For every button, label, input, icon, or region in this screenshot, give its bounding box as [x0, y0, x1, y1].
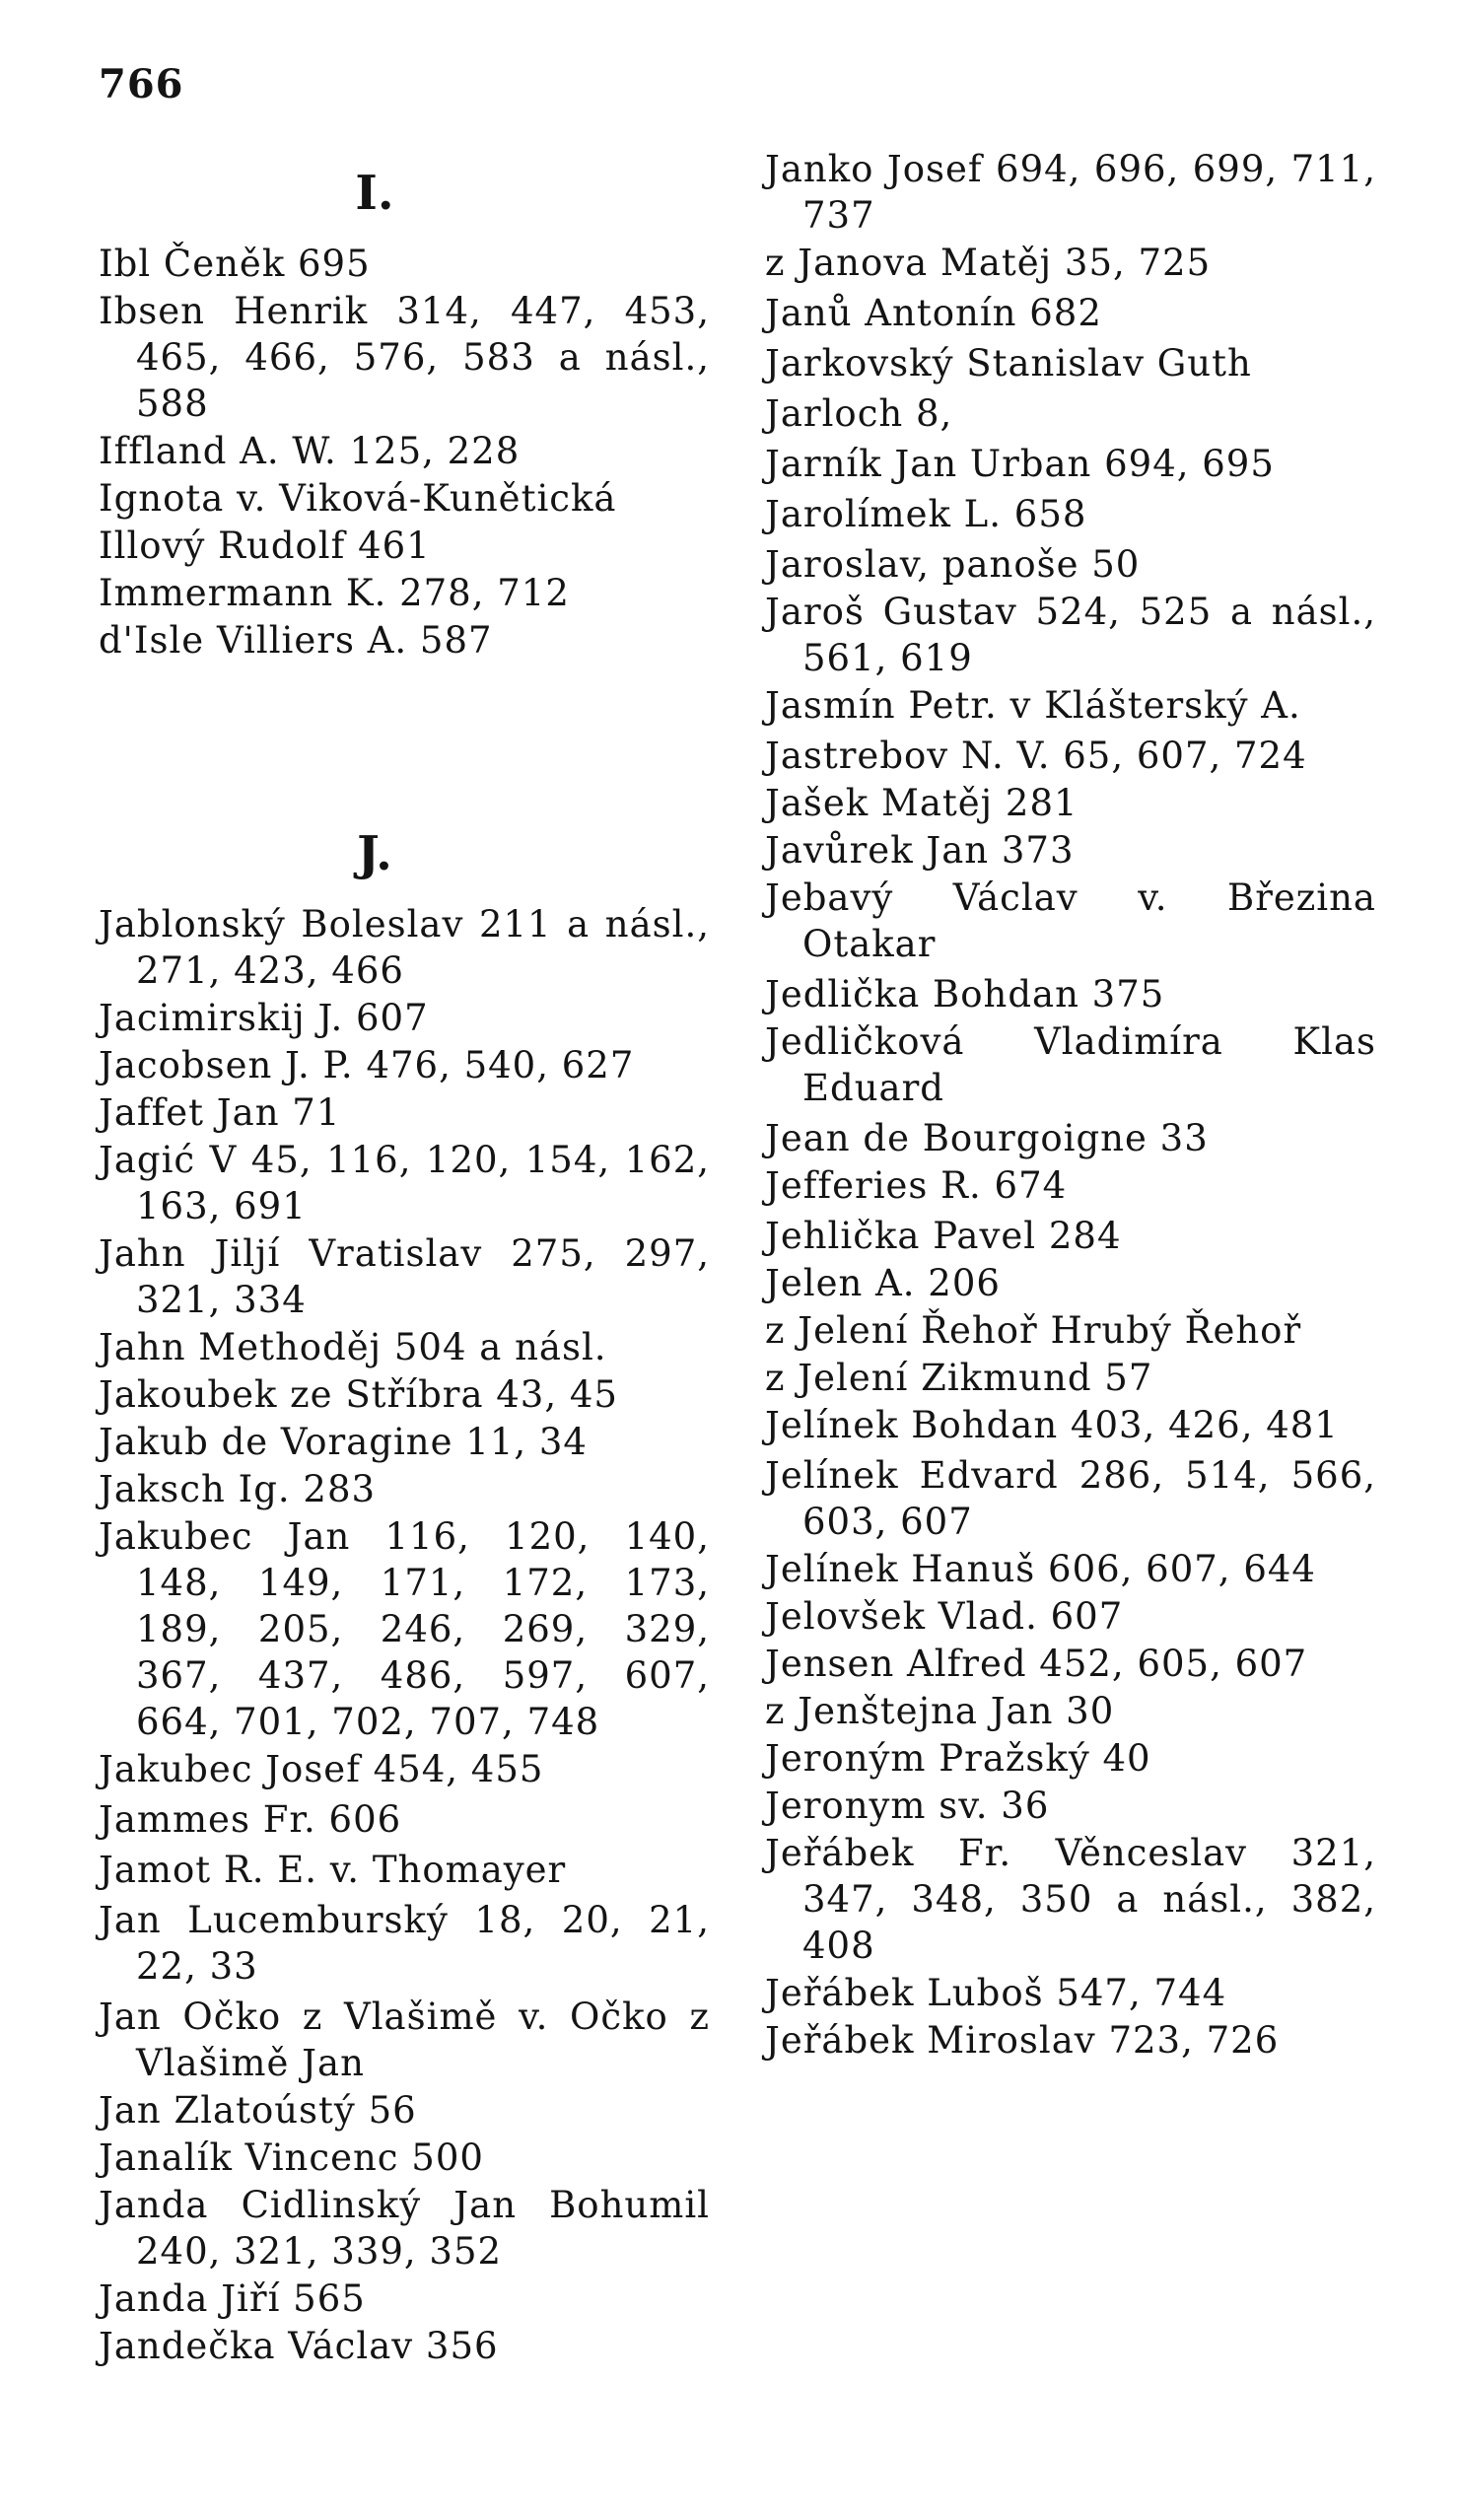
index-entry: Jacimirskij J. 607 — [99, 997, 429, 1039]
index-entry: Janalík Vincenc 500 — [99, 2136, 484, 2179]
index-entry: Jeřábek Fr. Věnceslav 321, 347, 348, 350 a násl., 382, 408 — [765, 1832, 1376, 1967]
index-entry: Jandečka Václav 356 — [99, 2325, 499, 2367]
index-entry: Jamot R. E. v. Thomayer — [99, 1849, 567, 1891]
index-entry: Jahn Jiljí Vratislav 275, 297, 321, 334 — [99, 1232, 710, 1321]
index-entry: Janko Josef 694, 696, 699, 711, 737 — [765, 148, 1376, 237]
index-entry: Jarloch 8, — [765, 392, 953, 435]
index-entry: Jan Lucemburský 18, 20, 21, 22, 33 — [99, 1899, 710, 1988]
index-entry: Janda Jiří 565 — [99, 2277, 366, 2320]
index-entry: Jakoubek ze Stříbra 43, 45 — [99, 1373, 618, 1416]
index-entry: Jacobsen J. P. 476, 540, 627 — [99, 1044, 635, 1086]
index-entry: Jeřábek Luboš 547, 744 — [765, 1972, 1227, 2014]
index-entry: Jelovšek Vlad. 607 — [765, 1595, 1124, 1638]
index-entry: Jaksch Ig. 283 — [99, 1468, 377, 1510]
index-entry: Ignota v. Viková-Kunětická — [99, 477, 617, 520]
index-entry: Jelínek Bohdan 403, 426, 481 — [765, 1404, 1339, 1446]
index-entry: Jan Zlatoústý 56 — [99, 2089, 417, 2132]
index-entry: Iffland A. W. 125, 228 — [99, 430, 521, 472]
index-entry: Jean de Bourgoigne 33 — [765, 1117, 1209, 1159]
index-entry: Jasmín Petr. v Klášterský A. — [765, 684, 1301, 727]
section-heading-i: I. — [355, 166, 394, 221]
index-entry: Jehlička Pavel 284 — [765, 1215, 1122, 1257]
index-entry: z Janova Matěj 35, 725 — [765, 242, 1212, 284]
index-entry: Jelínek Edvard 286, 514, 566, 603, 607 — [765, 1454, 1376, 1543]
index-entry: Jagić V 45, 116, 120, 154, 162, 163, 691 — [99, 1139, 710, 1227]
index-entry: Jašek Matěj 281 — [765, 782, 1078, 824]
index-entry: Ibsen Henrik 314, 447, 453, 465, 466, 576, 583 a násl., 588 — [99, 290, 710, 425]
index-entry: Jarolímek L. 658 — [765, 493, 1087, 535]
index-entry: Jaroslav, panoše 50 — [765, 543, 1141, 586]
index-entry: Jedličková Vladimíra Klas Eduard — [765, 1020, 1376, 1109]
index-entry: Jahn Methoděj 504 a násl. — [99, 1326, 607, 1368]
page-number: 766 — [99, 61, 184, 107]
index-entry: Janda Cidlinský Jan Bohumil 240, 321, 339, 352 — [99, 2184, 710, 2273]
index-entry: Jakubec Jan 116, 120, 140, 148, 149, 171, 172, 173, 189, 205, 246, 269, 329, 367, 437, 486, 597, 607, 664, 701, 702, 707, 748 — [99, 1515, 710, 1743]
index-entry: Jaffet Jan 71 — [99, 1091, 341, 1134]
index-entry: Jeřábek Miroslav 723, 726 — [765, 2019, 1280, 2062]
index-entry: Jan Očko z Vlašimě v. Očko z Vlašimě Jan — [99, 1995, 710, 2084]
index-entry: z Jelení Zikmund 57 — [765, 1357, 1153, 1399]
index-entry: Jelen A. 206 — [765, 1262, 1001, 1304]
index-entry: z Jelení Řehoř Hrubý Řehoř — [765, 1309, 1302, 1352]
section-j-entries — [99, 901, 710, 2369]
index-entry: Jablonský Boleslav 211 a násl., 271, 423, 466 — [99, 903, 710, 992]
index-entry: Jedlička Bohdan 375 — [765, 973, 1165, 1015]
index-entry: z Jenštejna Jan 30 — [765, 1690, 1115, 1732]
index-entry: Jeronym sv. 36 — [765, 1785, 1050, 1827]
section-i-entries — [99, 241, 710, 664]
index-entry: Javůrek Jan 373 — [765, 829, 1075, 872]
index-entry: Jensen Alfred 452, 605, 607 — [765, 1643, 1308, 1685]
index-entry: Janů Antonín 682 — [765, 292, 1102, 334]
index-entry: d'Isle Villiers A. 587 — [99, 619, 493, 662]
index-entry: Jakubec Josef 454, 455 — [99, 1748, 544, 1790]
index-entry: Immermann K. 278, 712 — [99, 572, 570, 614]
index-entry: Jeroným Pražský 40 — [765, 1737, 1151, 1780]
section-spacer — [99, 665, 710, 806]
index-entry: Jaroš Gustav 524, 525 a násl., 561, 619 — [765, 591, 1376, 679]
index-entry: Ibl Čeněk 695 — [99, 243, 371, 285]
index-entry: Jebavý Václav v. Březina Otakar — [765, 876, 1376, 965]
index-entry: Jakub de Voragine 11, 34 — [99, 1421, 588, 1463]
index-entry: Jastrebov N. V. 65, 607, 724 — [765, 735, 1307, 777]
index-entry: Jarník Jan Urban 694, 695 — [765, 443, 1275, 485]
index-entry: Jefferies R. 674 — [765, 1164, 1068, 1207]
section-heading-j: J. — [357, 826, 392, 881]
index-entry: Illový Rudolf 461 — [99, 525, 431, 567]
index-column-left — [99, 146, 710, 2370]
index-entry: Jarkovský Stanislav Guth — [765, 342, 1252, 385]
index-entry: Jammes Fr. 606 — [99, 1798, 402, 1841]
index-entry: Jelínek Hanuš 606, 607, 644 — [765, 1548, 1316, 1590]
index-column-right — [765, 146, 1376, 2065]
